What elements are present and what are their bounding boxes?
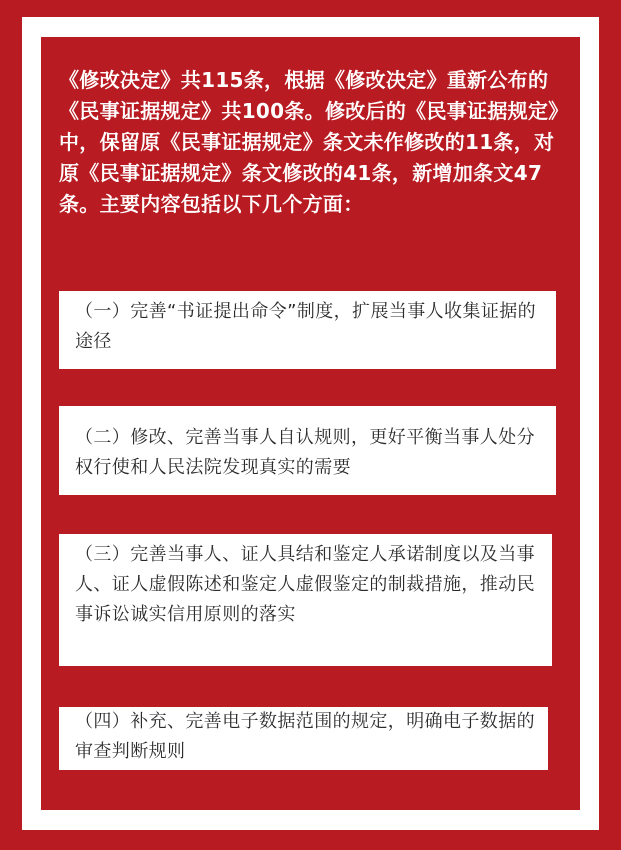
point-text-3: （三）完善当事人、证人具结和鉴定人承诺制度以及当事人、证人虚假陈述和鉴定人虚假鉴定的制裁措施，推动民事诉讼诚实信用原则的落实 — [75, 544, 535, 625]
point-box-2 — [59, 406, 556, 495]
content-panel — [41, 37, 580, 810]
intro-paragraph: 《修改决定》共115条，根据《修改决定》重新公布的《民事证据规定》共100条。修改后的《民事证据规定》中，保留原《民事证据规定》条文未作修改的11条，对原《民事证据规定》条文修改的41条，新增加条文47条。主要内容包括以下几个方面： — [59, 68, 559, 216]
point-text-1: （一）完善“书证提出命令”制度，扩展当事人收集证据的途径 — [75, 301, 537, 352]
point-box-4 — [59, 707, 548, 770]
point-box-3 — [59, 534, 552, 666]
point-text-2: （二）修改、完善当事人自认规则，更好平衡当事人处分权行使和人民法院发现真实的需要 — [75, 427, 535, 478]
point-box-1 — [59, 291, 556, 369]
point-text-4: （四）补充、完善电子数据范围的规定，明确电子数据的审查判断规则 — [75, 711, 535, 762]
